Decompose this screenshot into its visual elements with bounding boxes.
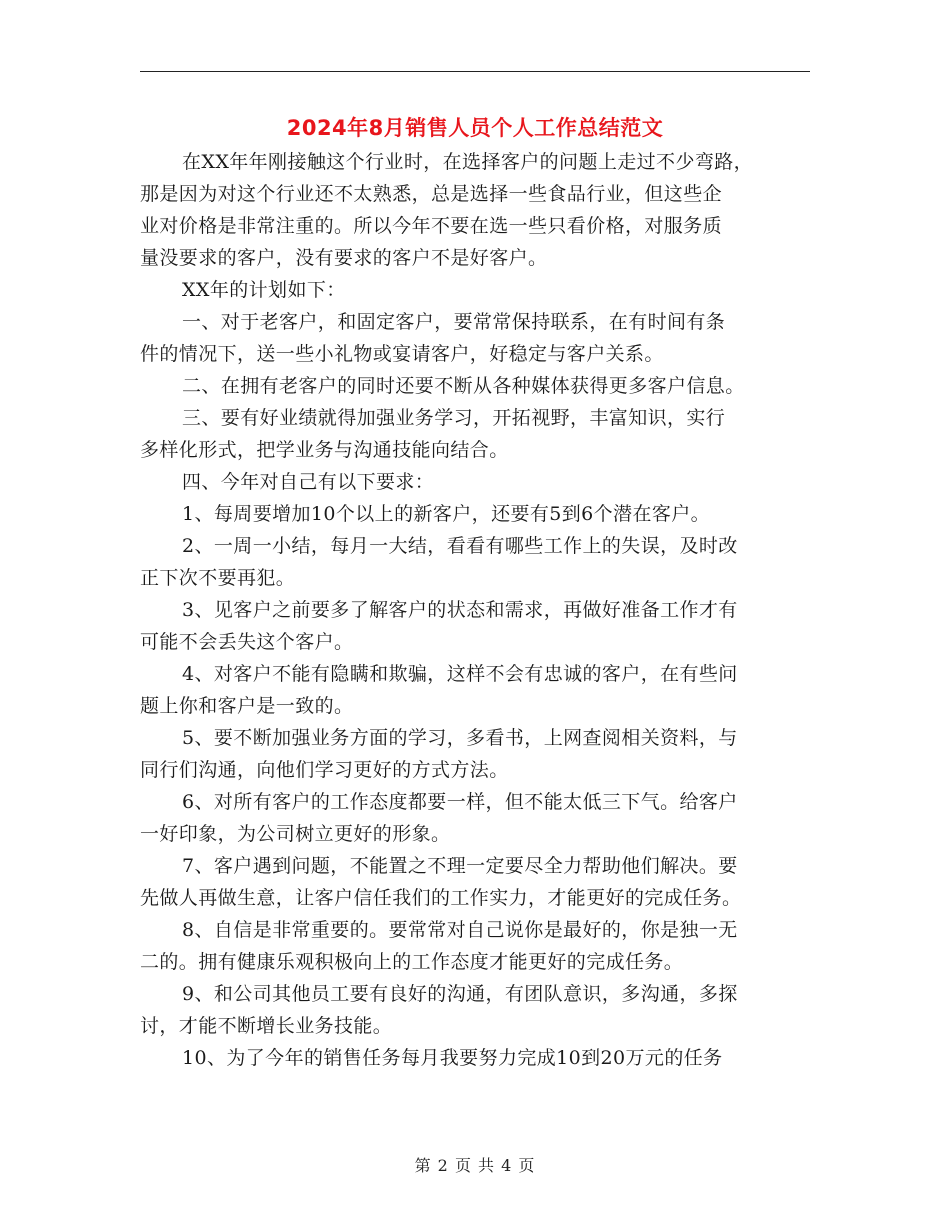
paragraph-line: 8、自信是非常重要的。要常常对自己说你是最好的，你是独一无 (182, 919, 738, 941)
paragraph-11 (140, 722, 812, 786)
paragraph-15 (140, 978, 812, 1042)
paragraph-line: 四、今年对自己有以下要求： (182, 471, 435, 493)
paragraph-line: 正下次不要再犯。 (140, 567, 296, 589)
paragraph-1 (140, 146, 812, 274)
paragraph-line: 那是因为对这个行业还不太熟悉，总是选择一些食品行业，但这些企 (140, 183, 723, 205)
paragraph-line: 量没要求的客户，没有要求的客户不是好客户。 (140, 247, 548, 269)
paragraph-line: 4、对客户不能有隐瞒和欺骗，这样不会有忠诚的客户，在有些问 (182, 663, 738, 685)
paragraph-line: 5、要不断加强业务方面的学习，多看书，上网查阅相关资料，与 (182, 727, 738, 749)
paragraph-line: 7、客户遇到问题，不能置之不理一定要尽全力帮助他们解决。要 (182, 855, 738, 877)
paragraph-line: 2、一周一小结，每月一大结，看看有哪些工作上的失误，及时改 (182, 535, 738, 557)
paragraph-2 (140, 274, 812, 306)
paragraph-line: 业对价格是非常注重的。所以今年不要在选一些只看价格，对服务质 (140, 215, 723, 237)
paragraph-line: 3、见客户之前要多了解客户的状态和需求，再做好准备工作才有 (182, 599, 738, 621)
paragraph-line: 讨，才能不断增长业务技能。 (140, 1015, 393, 1037)
paragraph-line: 二的。拥有健康乐观积极向上的工作态度才能更好的完成任务。 (140, 951, 684, 973)
paragraph-5 (140, 402, 812, 466)
paragraph-6 (140, 466, 812, 498)
paragraph-line: 多样化形式，把学业务与沟通技能向结合。 (140, 439, 509, 461)
paragraph-line: 件的情况下，送一些小礼物或宴请客户，好稳定与客户关系。 (140, 343, 664, 365)
paragraph-line: 一好印象，为公司树立更好的形象。 (140, 823, 451, 845)
paragraph-line: 1、每周要增加10个以上的新客户，还要有5到6个潜在客户。 (182, 503, 711, 525)
paragraph-4 (140, 370, 812, 402)
paragraph-line: 9、和公司其他员工要有良好的沟通，有团队意识，多沟通，多探 (182, 983, 738, 1005)
paragraph-8 (140, 530, 812, 594)
paragraph-13 (140, 850, 812, 914)
page-number: 第 2 页 共 4 页 (414, 1156, 536, 1175)
paragraph-line: 6、对所有客户的工作态度都要一样，但不能太低三下气。给客户 (182, 791, 738, 813)
paragraph-16 (140, 1042, 812, 1074)
paragraph-line: 同行们沟通，向他们学习更好的方式方法。 (140, 759, 509, 781)
paragraph-line: 题上你和客户是一致的。 (140, 695, 354, 717)
paragraph-line: 10、为了今年的销售任务每月我要努力完成10到20万元的任务 (182, 1047, 723, 1069)
paragraph-line: 二、在拥有老客户的同时还要不断从各种媒体获得更多客户信息。 (182, 375, 745, 397)
header-rule (140, 71, 810, 72)
paragraph-12 (140, 786, 812, 850)
paragraph-3 (140, 306, 812, 370)
document-body (140, 146, 812, 1074)
paragraph-line: XX年的计划如下： (182, 279, 346, 301)
paragraph-line: 先做人再做生意，让客户信任我们的工作实力，才能更好的完成任务。 (140, 887, 742, 909)
paragraph-10 (140, 658, 812, 722)
document-title: 2024年8月销售人员个人工作总结范文 (286, 116, 664, 140)
paragraph-line: 可能不会丢失这个客户。 (140, 631, 354, 653)
paragraph-line: 一、对于老客户，和固定客户，要常常保持联系，在有时间有条 (182, 311, 726, 333)
paragraph-7 (140, 498, 812, 530)
paragraph-14 (140, 914, 812, 978)
paragraph-line: 在XX年年刚接触这个行业时，在选择客户的问题上走过不少弯路， (182, 151, 754, 173)
paragraph-9 (140, 594, 812, 658)
paragraph-line: 三、要有好业绩就得加强业务学习，开拓视野，丰富知识，实行 (182, 407, 726, 429)
